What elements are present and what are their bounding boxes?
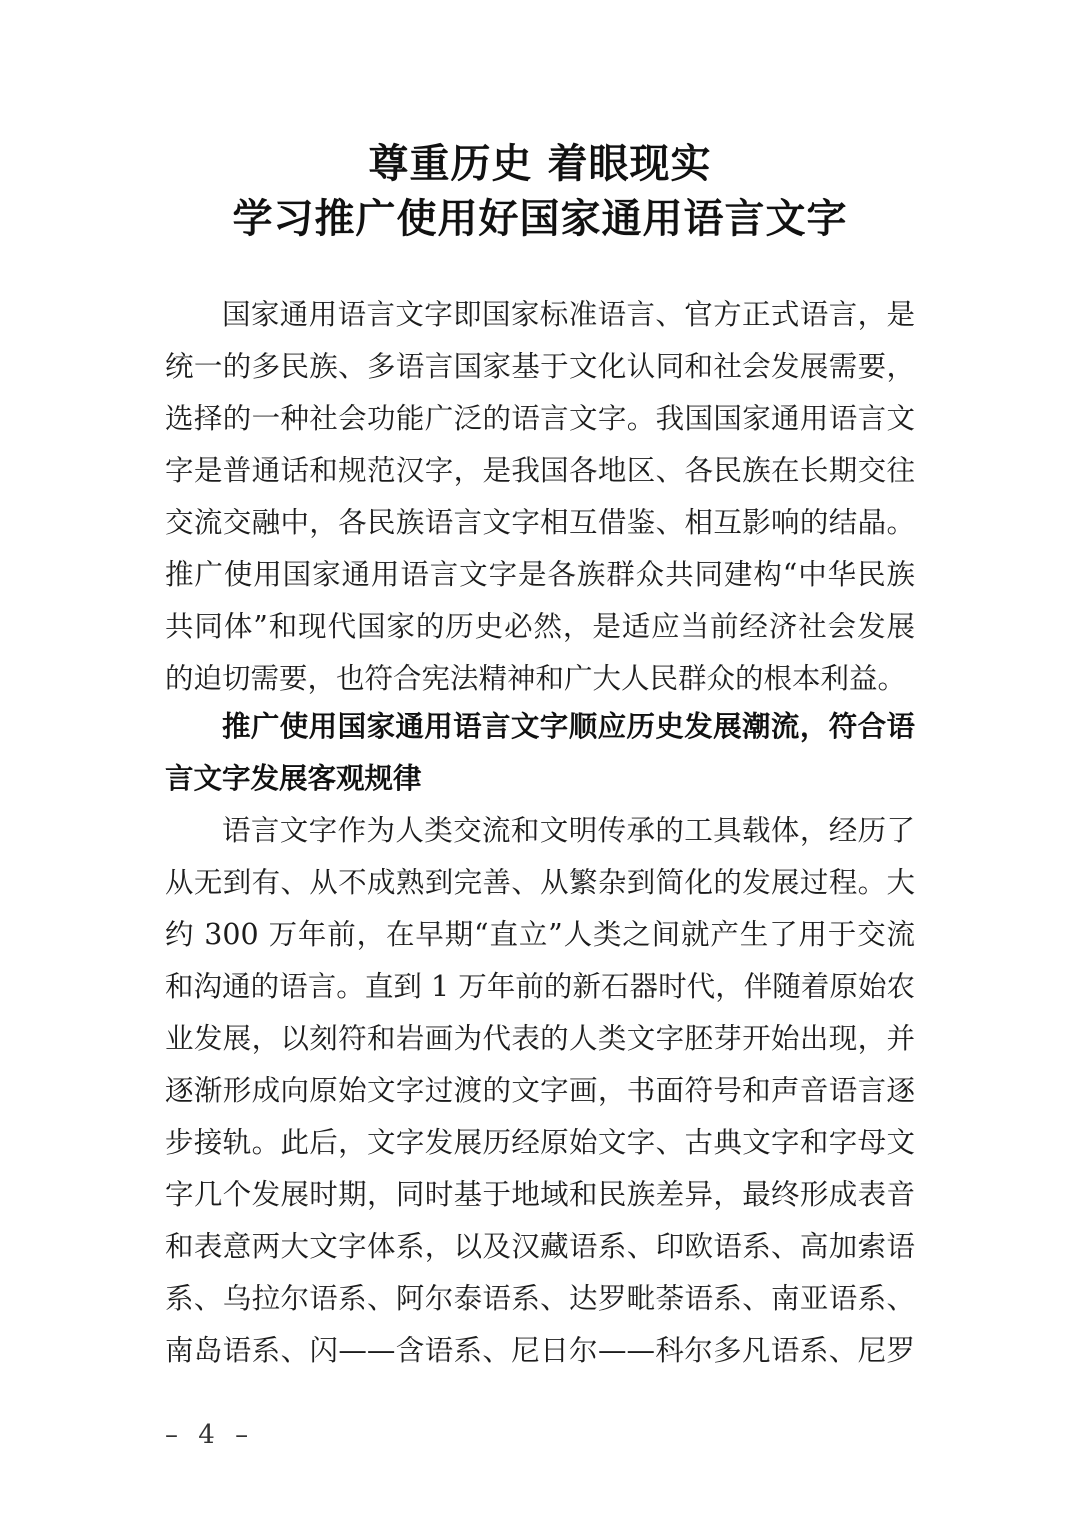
paragraph-1-line-1: 国家通用语言文字即国家标准语言、官方正式语言，是: [222, 298, 915, 331]
paragraph-2-line-2: 从无到有、从不成熟到完善、从繁杂到简化的发展过程。大: [165, 866, 915, 899]
paragraph-1-line-5: 交流交融中，各民族语言文字相互借鉴、相互影响的结晶。: [165, 506, 915, 539]
paragraph-2-line-5: 业发展，以刻符和岩画为代表的人类文字胚芽开始出现，并: [165, 1022, 915, 1055]
paragraph-1-line-8: 的迫切需要，也符合宪法精神和广大人民群众的根本利益。: [165, 662, 907, 695]
paragraph-2-line-9: 和表意两大文字体系，以及汉藏语系、印欧语系、高加索语: [165, 1230, 915, 1263]
title-line-2: 学习推广使用好国家通用语言文字: [232, 196, 848, 242]
paragraph-2-line-11: 南岛语系、闪——含语系、尼日尔——科尔多凡语系、尼罗: [165, 1334, 915, 1367]
paragraph-1-line-4: 字是普通话和规范汉字，是我国各地区、各民族在长期交往: [165, 454, 915, 487]
page-number: – 4 –: [165, 1420, 255, 1450]
paragraph-2-line-4: 和沟通的语言。直到 1 万年前的新石器时代，伴随着原始农: [165, 970, 915, 1003]
paragraph-2-line-1: 语言文字作为人类交流和文明传承的工具载体，经历了: [222, 814, 915, 847]
paragraph-2-line-3: 约 300 万年前，在早期“直立”人类之间就产生了用于交流: [165, 918, 915, 951]
paragraph-2-line-10: 系、乌拉尔语系、阿尔泰语系、达罗毗荼语系、南亚语系、: [165, 1282, 915, 1315]
section-heading-line-1: 推广使用国家通用语言文字顺应历史发展潮流，符合语: [222, 710, 915, 743]
paragraph-1-line-2: 统一的多民族、多语言国家基于文化认同和社会发展需要，: [165, 350, 915, 383]
title-line-1: 尊重历史 着眼现实: [368, 141, 712, 187]
paragraph-1-line-7: 共同体”和现代国家的历史必然，是适应当前经济社会发展: [165, 610, 915, 643]
section-heading-line-2: 言文字发展客观规律: [165, 762, 422, 795]
paragraph-1-line-6: 推广使用国家通用语言文字是各族群众共同建构“中华民族: [165, 558, 915, 591]
paragraph-2-line-7: 步接轨。此后，文字发展历经原始文字、古典文字和字母文: [165, 1126, 915, 1159]
paragraph-2-line-6: 逐渐形成向原始文字过渡的文字画，书面符号和声音语言逐: [165, 1074, 915, 1107]
paragraph-2-line-8: 字几个发展时期，同时基于地域和民族差异，最终形成表音: [165, 1178, 915, 1211]
paragraph-1-line-3: 选择的一种社会功能广泛的语言文字。我国国家通用语言文: [165, 402, 915, 435]
